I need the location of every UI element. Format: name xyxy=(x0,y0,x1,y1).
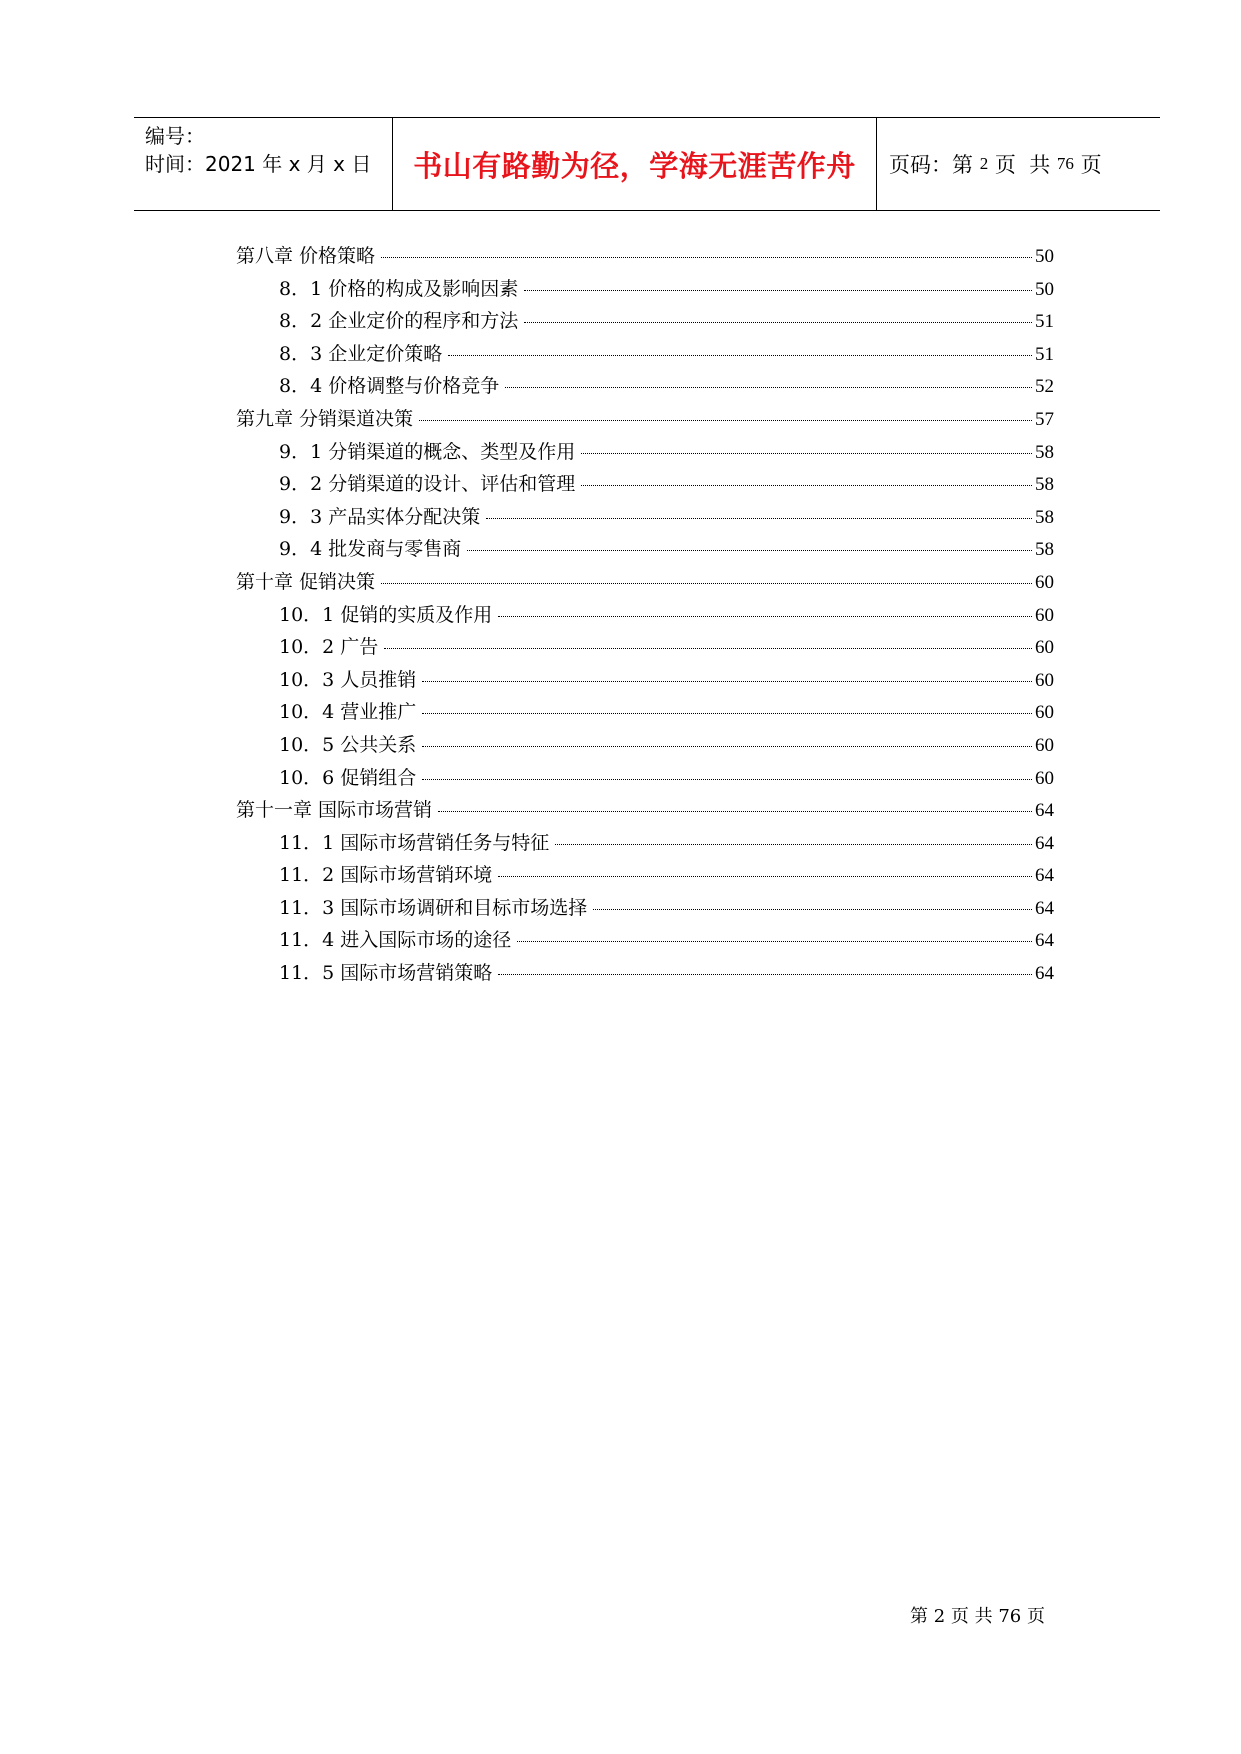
toc-entry-page: 58 xyxy=(1035,441,1054,463)
toc-entry-page: 51 xyxy=(1035,343,1054,365)
toc-dot-leader xyxy=(381,257,1032,258)
toc-entry-label: 9．1 分销渠道的概念、类型及作用 xyxy=(279,440,576,463)
table-of-contents xyxy=(236,241,1054,991)
page-prefix: 页码：第 xyxy=(889,153,980,177)
toc-entry-page: 58 xyxy=(1035,474,1054,496)
toc-section-row[interactable] xyxy=(236,925,1054,958)
toc-entry-label: 10．3 人员推销 xyxy=(279,668,417,691)
toc-entry-label: 9．4 批发商与零售商 xyxy=(279,538,462,561)
toc-section-row[interactable] xyxy=(236,665,1054,698)
toc-entry-page: 58 xyxy=(1035,506,1054,528)
toc-dot-leader xyxy=(524,290,1032,291)
toc-section-row[interactable] xyxy=(236,274,1054,307)
toc-entry-page: 60 xyxy=(1035,604,1054,626)
toc-section-row[interactable] xyxy=(236,763,1054,796)
toc-section-row[interactable] xyxy=(236,860,1054,893)
page-footer: 第 2 页 共 76 页 xyxy=(910,1606,1045,1627)
toc-entry-page: 64 xyxy=(1035,865,1054,887)
toc-section-row[interactable] xyxy=(236,632,1054,665)
toc-dot-leader xyxy=(422,746,1032,747)
toc-entry-label: 第十章 促销决策 xyxy=(236,570,376,593)
toc-section-row[interactable] xyxy=(236,697,1054,730)
toc-entry-page: 51 xyxy=(1035,311,1054,333)
toc-section-row[interactable] xyxy=(236,958,1054,991)
toc-dot-leader xyxy=(486,518,1032,519)
document-header xyxy=(134,117,1160,211)
toc-dot-leader xyxy=(448,355,1032,356)
toc-dot-leader xyxy=(467,550,1032,551)
toc-entry-page: 60 xyxy=(1035,734,1054,756)
toc-dot-leader xyxy=(555,844,1032,845)
code-label: 编号： xyxy=(145,124,205,148)
header-motto: 书山有路勤为径，学海无涯苦作舟 xyxy=(393,118,877,210)
toc-entry-label: 第十一章 国际市场营销 xyxy=(236,799,433,822)
toc-dot-leader xyxy=(593,909,1032,910)
toc-section-row[interactable] xyxy=(236,437,1054,470)
toc-entry-label: 10．5 公共关系 xyxy=(279,733,417,756)
toc-dot-leader xyxy=(422,779,1032,780)
toc-dot-leader xyxy=(419,420,1032,421)
toc-section-row[interactable] xyxy=(236,534,1054,567)
toc-section-row[interactable] xyxy=(236,469,1054,502)
toc-entry-page: 60 xyxy=(1035,767,1054,789)
toc-section-row[interactable] xyxy=(236,502,1054,535)
toc-dot-leader xyxy=(581,453,1032,454)
toc-dot-leader xyxy=(524,322,1032,323)
toc-entry-label: 10．4 营业推广 xyxy=(279,701,417,724)
toc-entry-label: 9．3 产品实体分配决策 xyxy=(279,505,481,528)
toc-entry-page: 50 xyxy=(1035,246,1054,267)
toc-section-row[interactable] xyxy=(236,730,1054,763)
toc-dot-leader xyxy=(422,713,1032,714)
toc-section-row[interactable] xyxy=(236,893,1054,926)
toc-entry-page: 60 xyxy=(1035,637,1054,659)
toc-entry-page: 60 xyxy=(1035,702,1054,724)
toc-dot-leader xyxy=(422,681,1032,682)
toc-dot-leader xyxy=(505,387,1032,388)
page-total: 76 xyxy=(1056,154,1074,173)
toc-entry-page: 64 xyxy=(1035,930,1054,952)
toc-dot-leader xyxy=(498,876,1032,877)
toc-section-row[interactable] xyxy=(236,371,1054,404)
toc-entry-label: 11．1 国际市场营销任务与特征 xyxy=(279,831,550,854)
toc-entry-page: 60 xyxy=(1035,571,1054,593)
page-suffix: 页 xyxy=(1073,153,1102,177)
toc-chapter-row[interactable] xyxy=(236,567,1054,600)
toc-dot-leader xyxy=(384,648,1032,649)
toc-chapter-row[interactable] xyxy=(236,241,1054,274)
toc-entry-label: 8．2 企业定价的程序和方法 xyxy=(279,310,519,333)
toc-entry-label: 第九章 分销渠道决策 xyxy=(236,407,414,430)
toc-dot-leader xyxy=(381,583,1032,584)
toc-section-row[interactable] xyxy=(236,306,1054,339)
toc-dot-leader xyxy=(517,941,1032,942)
header-page-info xyxy=(877,118,1160,210)
header-info-cell xyxy=(134,118,393,210)
toc-entry-page: 60 xyxy=(1035,669,1054,691)
toc-entry-page: 57 xyxy=(1035,408,1054,430)
toc-entry-page: 50 xyxy=(1035,278,1054,300)
toc-entry-label: 9．2 分销渠道的设计、评估和管理 xyxy=(279,473,576,496)
toc-section-row[interactable] xyxy=(236,828,1054,861)
toc-entry-label: 8．4 价格调整与价格竞争 xyxy=(279,375,500,398)
toc-dot-leader xyxy=(438,811,1032,812)
toc-entry-label: 8．1 价格的构成及影响因素 xyxy=(279,277,519,300)
toc-section-row[interactable] xyxy=(236,600,1054,633)
toc-entry-label: 8．3 企业定价策略 xyxy=(279,342,443,365)
toc-entry-page: 64 xyxy=(1035,897,1054,919)
toc-entry-page: 58 xyxy=(1035,539,1054,561)
toc-entry-label: 10．2 广告 xyxy=(279,636,379,659)
toc-entry-label: 11．4 进入国际市场的途径 xyxy=(279,929,512,952)
toc-entry-label: 10．6 促销组合 xyxy=(279,766,417,789)
page-current: 2 xyxy=(979,154,989,173)
toc-chapter-row[interactable] xyxy=(236,795,1054,828)
toc-entry-page: 52 xyxy=(1035,376,1054,398)
toc-dot-leader xyxy=(498,974,1032,975)
toc-entry-page: 64 xyxy=(1035,963,1054,985)
toc-dot-leader xyxy=(498,616,1032,617)
page-mid: 页 共 xyxy=(988,153,1057,177)
toc-entry-label: 11．5 国际市场营销策略 xyxy=(279,962,493,985)
toc-section-row[interactable] xyxy=(236,339,1054,372)
toc-entry-page: 64 xyxy=(1035,832,1054,854)
toc-dot-leader xyxy=(581,485,1032,486)
toc-entry-page: 64 xyxy=(1035,800,1054,822)
toc-entry-label: 11．2 国际市场营销环境 xyxy=(279,864,493,887)
toc-entry-label: 10．1 促销的实质及作用 xyxy=(279,603,493,626)
toc-entry-label: 11．3 国际市场调研和目标市场选择 xyxy=(279,896,588,919)
time-label: 时间：2021 年 x 月 x 日 xyxy=(145,152,372,176)
toc-entry-label: 第八章 价格策略 xyxy=(236,245,376,267)
toc-chapter-row[interactable] xyxy=(236,404,1054,437)
